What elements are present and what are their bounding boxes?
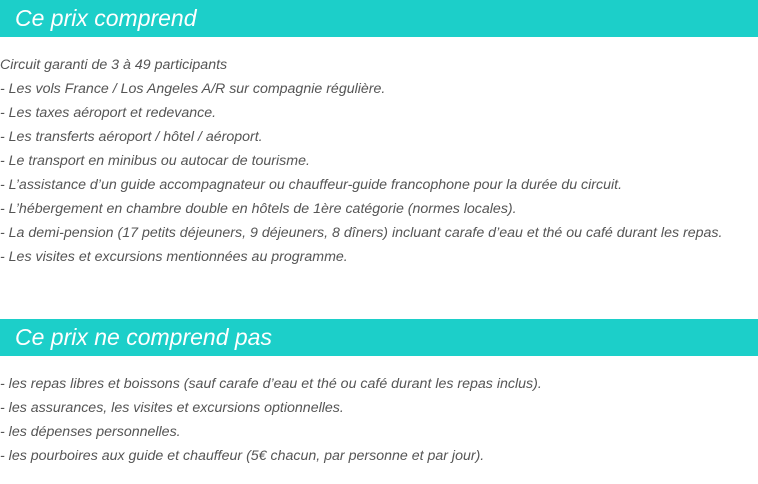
excluded-section-header [0, 319, 758, 356]
list-item: - La demi-pension (17 petits déjeuners, 9 déjeuners, 8 dîners) incluant carafe d’eau et thé ou café durant les repas. [0, 225, 723, 241]
list-item: - les dépenses personnelles. [0, 424, 181, 440]
included-list [0, 53, 758, 269]
included-section-header [0, 0, 758, 37]
list-item: - Les visites et excursions mentionnées au programme. [0, 249, 348, 265]
list-item: - les assurances, les visites et excursions optionnelles. [0, 400, 344, 416]
list-item: - Les vols France / Los Angeles A/R sur compagnie régulière. [0, 81, 386, 97]
list-item: - L’assistance d’un guide accompagnateur ou chauffeur-guide francophone pour la durée du circuit. [0, 177, 623, 193]
list-item: Circuit garanti de 3 à 49 participants [0, 57, 228, 73]
excluded-section-title: Ce prix ne comprend pas [15, 324, 272, 350]
list-item: - L’hébergement en chambre double en hôtels de 1ère catégorie (normes locales). [0, 201, 517, 217]
list-item: - Les taxes aéroport et redevance. [0, 105, 217, 121]
included-section-title: Ce prix comprend [15, 5, 197, 31]
list-item: - les pourboires aux guide et chauffeur (5€ chacun, par personne et par jour). [0, 448, 485, 464]
excluded-list [0, 372, 758, 468]
list-item: - Les transferts aéroport / hôtel / aéroport. [0, 129, 263, 145]
list-item: - Le transport en minibus ou autocar de tourisme. [0, 153, 310, 169]
list-item: - les repas libres et boissons (sauf carafe d’eau et thé ou café durant les repas inclus). [0, 376, 542, 392]
